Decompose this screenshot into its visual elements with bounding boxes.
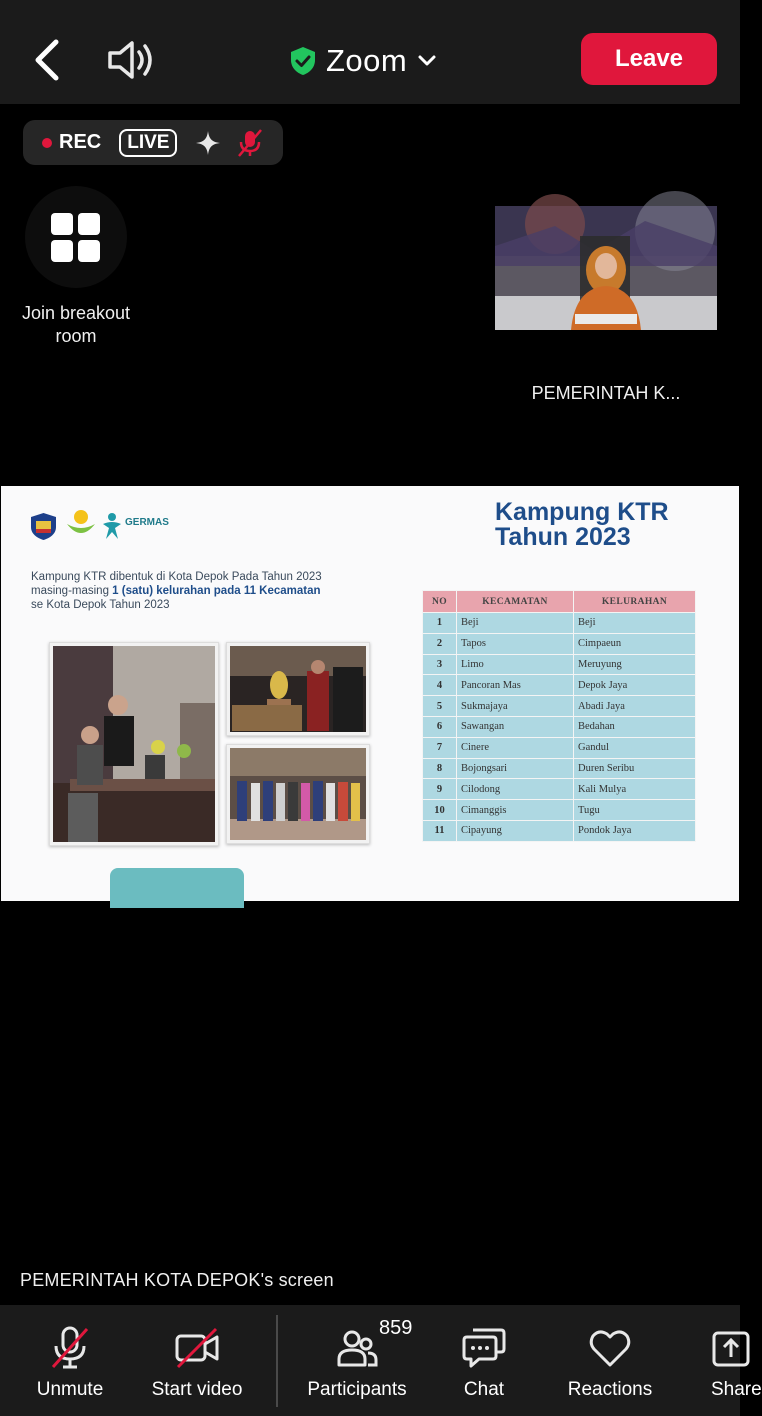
live-badge[interactable]: LIVE <box>119 129 177 157</box>
start-video-button[interactable] <box>143 1325 251 1405</box>
chevron-left-icon <box>28 36 68 84</box>
chat-button[interactable] <box>446 1325 522 1405</box>
table-cell-kelurahan: Depok Jaya <box>574 675 696 696</box>
participant-video-image <box>495 206 717 330</box>
heart-icon <box>587 1325 633 1371</box>
mic-muted-icon[interactable] <box>235 128 265 158</box>
share-button[interactable] <box>706 1325 762 1405</box>
start-video-label: Start video <box>151 1379 243 1400</box>
table-cell-no: 2 <box>423 633 457 654</box>
table-row <box>423 779 696 800</box>
sparkle-icon[interactable] <box>195 130 221 156</box>
unmute-button[interactable] <box>30 1325 110 1405</box>
reactions-button[interactable] <box>560 1325 660 1405</box>
table-row <box>423 696 696 717</box>
table-header: NO <box>423 591 457 613</box>
table-cell-no: 7 <box>423 737 457 758</box>
table-cell-kecamatan: Limo <box>457 654 574 675</box>
shield-check-icon <box>290 46 316 76</box>
reactions-label: Reactions <box>567 1379 653 1400</box>
table-cell-kecamatan: Pancoran Mas <box>457 675 574 696</box>
table-cell-kecamatan: Bojongsari <box>457 758 574 779</box>
shared-screen-content <box>1 486 739 901</box>
table-cell-kelurahan: Abadi Jaya <box>574 696 696 717</box>
table-cell-kecamatan: Cilodong <box>457 779 574 800</box>
table-cell-kelurahan: Gandul <box>574 737 696 758</box>
speaker-button[interactable] <box>104 38 158 82</box>
table-cell-kecamatan: Sawangan <box>457 716 574 737</box>
table-cell-kelurahan: Kali Mulya <box>574 779 696 800</box>
meeting-title: Zoom <box>326 43 408 78</box>
table-cell-no: 3 <box>423 654 457 675</box>
germas-logo-text: GERMAS <box>125 517 169 528</box>
table-header: KELURAHAN <box>574 591 696 613</box>
table-row <box>423 800 696 821</box>
slide-description: Kampung KTR dibentuk di Kota Depok Pada Tahun 2023 masing-masing 1 (satu) kelurahan pada 11 Kecamatan se Kota Depok Tahun 2023 <box>31 571 322 611</box>
germas-logo-icon <box>101 512 123 540</box>
toolbar-divider <box>276 1315 278 1407</box>
table-cell-kelurahan: Beji <box>574 613 696 634</box>
video-off-icon <box>174 1325 220 1371</box>
meeting-photo-image <box>50 643 218 845</box>
participants-label: Participants <box>307 1379 407 1400</box>
table-row <box>423 758 696 779</box>
table-header: KECAMATAN <box>457 591 574 613</box>
table-row <box>423 675 696 696</box>
table-header-row <box>423 591 696 613</box>
table-cell-kecamatan: Cimanggis <box>457 800 574 821</box>
table-row <box>423 654 696 675</box>
event-photo-image <box>227 643 369 735</box>
chat-label: Chat <box>463 1379 505 1400</box>
table-cell-kelurahan: Pondok Jaya <box>574 820 696 841</box>
leave-button[interactable]: Leave <box>581 33 717 85</box>
table-cell-kelurahan: Bedahan <box>574 716 696 737</box>
share-label: Share <box>711 1379 762 1400</box>
chevron-down-icon <box>417 54 437 68</box>
status-indicators <box>23 120 283 165</box>
table-row <box>423 633 696 654</box>
slide-title: Kampung KTR Tahun 2023 <box>495 498 669 551</box>
table-cell-no: 5 <box>423 696 457 717</box>
participants-count-badge: 859 <box>379 1317 413 1339</box>
participants-icon <box>334 1325 380 1371</box>
rec-label: REC <box>59 131 102 153</box>
slide-photo-event <box>226 642 370 736</box>
health-logo-icon <box>65 508 97 542</box>
slide-teal-panel <box>110 868 244 908</box>
slide-photo-group <box>226 744 370 844</box>
table-cell-no: 9 <box>423 779 457 800</box>
chat-icon <box>461 1325 507 1371</box>
participant-name: PEMERINTAH K... <box>531 383 681 403</box>
back-button[interactable] <box>28 36 68 84</box>
table-row <box>423 716 696 737</box>
meeting-title-dropdown[interactable] <box>290 38 437 84</box>
table-cell-no: 4 <box>423 675 457 696</box>
table-row <box>423 737 696 758</box>
kampung-ktr-table <box>422 590 696 842</box>
table-cell-kecamatan: Cipayung <box>457 820 574 841</box>
table-cell-no: 8 <box>423 758 457 779</box>
join-breakout-room-button[interactable] <box>25 186 127 288</box>
table-cell-kecamatan: Beji <box>457 613 574 634</box>
unmute-label: Unmute <box>36 1379 104 1400</box>
screen-share-label: PEMERINTAH KOTA DEPOK's screen <box>20 1270 334 1290</box>
speaker-icon <box>104 38 158 82</box>
slide-photo-meeting <box>49 642 219 846</box>
table-cell-kecamatan: Tapos <box>457 633 574 654</box>
table-cell-kecamatan: Cinere <box>457 737 574 758</box>
group-photo-image <box>227 745 369 843</box>
join-breakout-room-label: Join breakout room <box>21 303 131 346</box>
table-cell-no: 11 <box>423 820 457 841</box>
table-cell-kelurahan: Cimpaeun <box>574 633 696 654</box>
table-cell-kelurahan: Duren Seribu <box>574 758 696 779</box>
table-cell-kelurahan: Meruyung <box>574 654 696 675</box>
participant-video-tile[interactable] <box>495 206 717 330</box>
top-bar <box>0 0 740 104</box>
mic-muted-icon <box>47 1325 93 1371</box>
table-cell-no: 6 <box>423 716 457 737</box>
table-cell-kecamatan: Sukmajaya <box>457 696 574 717</box>
table-cell-no: 10 <box>423 800 457 821</box>
share-screen-icon <box>706 1325 752 1371</box>
city-seal-logo-icon <box>30 512 57 541</box>
recording-dot-icon <box>42 138 52 148</box>
grid-icon <box>50 212 102 264</box>
table-cell-kelurahan: Tugu <box>574 800 696 821</box>
table-row <box>423 820 696 841</box>
bottom-toolbar <box>0 1305 762 1416</box>
table-row <box>423 613 696 634</box>
table-cell-no: 1 <box>423 613 457 634</box>
